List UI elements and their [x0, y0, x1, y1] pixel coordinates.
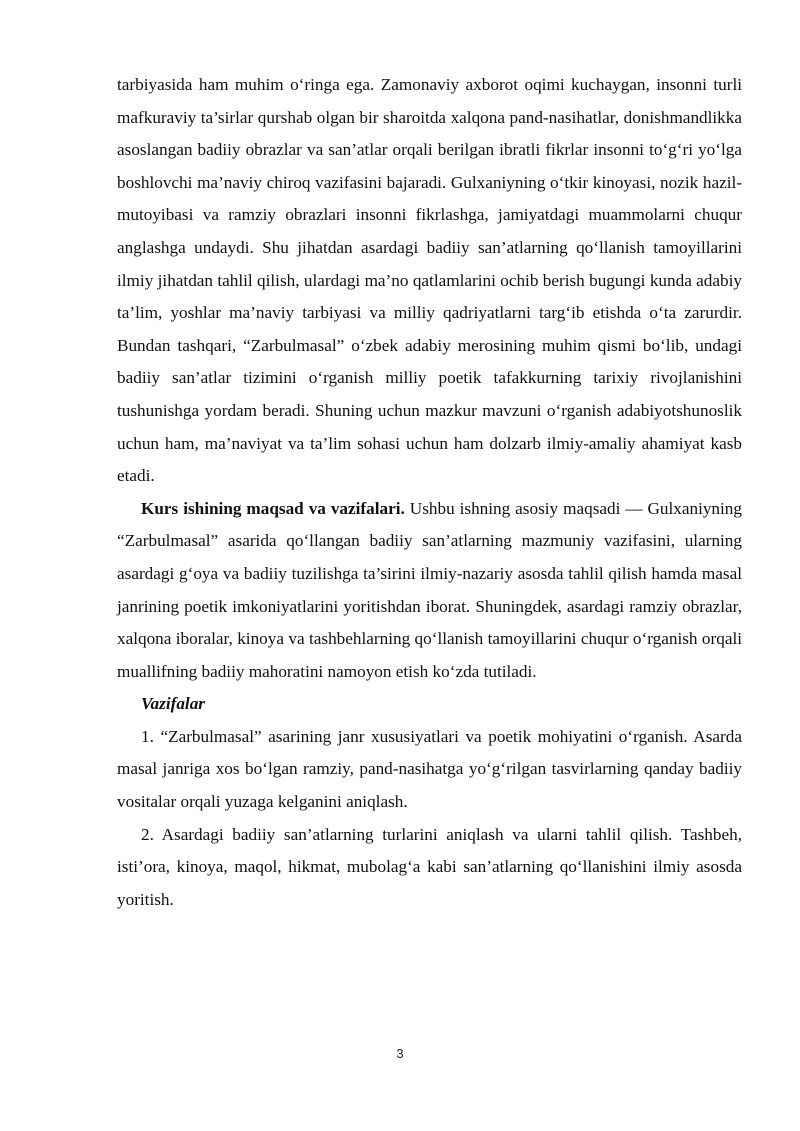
paragraph-goal	[117, 493, 742, 689]
paragraph-relevance: tarbiyasida ham muhim o‘ringa ega. Zamonaviy axborot oqimi kuchaygan, insonni turli mafkuraviy ta’sirlar qurshab olgan bir sharoitda xalqona pand-nasihatlar, donishmandlikka asoslangan badiiy obrazlar va san’atlar orqali berilgan ibratli fikrlar insonni to‘g‘ri yo‘lga boshlovchi ma’naviy chiroq vazifasini bajaradi. Gulxaniyning o‘tkir kinoyasi, nozik hazil-mutoyibasi va ramziy obrazlari insonni fikrlashga, jamiyatdagi muammolarni chuqur anglashga undaydi. Shu jihatdan asardagi badiiy san’atlarning qo‘llanish tamoyillarini ilmiy jihatdan tahlil qilish, ulardagi ma’no qatlamlarini ochib berish bugungi kunda adabiy ta’lim, yoshlar ma’naviy tarbiyasi va milliy qadriyatlarni targ‘ib etishda o‘ta zarurdir. Bundan tashqari, “Zarbulmasal” o‘zbek adabiy merosining muhim qismi bo‘lib, undagi badiiy san’atlar tizimini o‘rganish milliy poetik tafakkurning tarixiy rivojlanishini tushunishga yordam beradi. Shuning uchun mazkur mavzuni o‘rganish adabiyotshunoslik uchun ham, ma’naviyat va ta’lim sohasi uchun ham dolzarb ilmiy-amaliy ahamiyat kasb etadi.	[117, 75, 742, 486]
tasks-heading	[117, 688, 742, 721]
tasks-heading-text: Vazifalar	[141, 694, 205, 714]
task-item-1: 1. “Zarbulmasal” asarining janr xususiyatlari va poetik mohiyatini o‘rganish. Asarda masal janriga xos bo‘lgan ramziy, pand-nasihatga yo‘g‘rilgan tasvirlarning qanday badiiy vositalar orqali yuzaga kelganini aniqlash.	[117, 726, 742, 812]
document-body	[117, 69, 742, 916]
page-number: 3	[396, 1046, 404, 1061]
task-item-2: 2. Asardagi badiiy san’atlarning turlarini aniqlash va ularni tahlil qilish. Tashbeh, isti’ora, kinoya, maqol, hikmat, mubolag‘a kabi san’atlarning qo‘llanishini ilmiy asosda yoritish.	[117, 824, 742, 909]
goal-text: Ushbu ishning asosiy maqsadi — Gulxaniyning “Zarbulmasal” asarida qo‘llangan badiiy san’atlarning mazmuniy vazifasini, ularning asardagi g‘oya va badiiy tuzilishga ta’sirini ilmiy-nazariy asosda tahlil qilish hamda masal janrining poetik imkoniyatlarini yoritishdan iborat. Shuningdek, asardagi ramziy obrazlar, xalqona iboralar, kinoya va tashbehlarning qo‘llanish tamoyillarini chuqur o‘rganish orqali muallifning badiiy mahoratini namoyon etish ko‘zda tutiladi.	[117, 498, 742, 681]
goal-heading: Kurs ishining maqsad va vazifalari.	[141, 498, 405, 518]
